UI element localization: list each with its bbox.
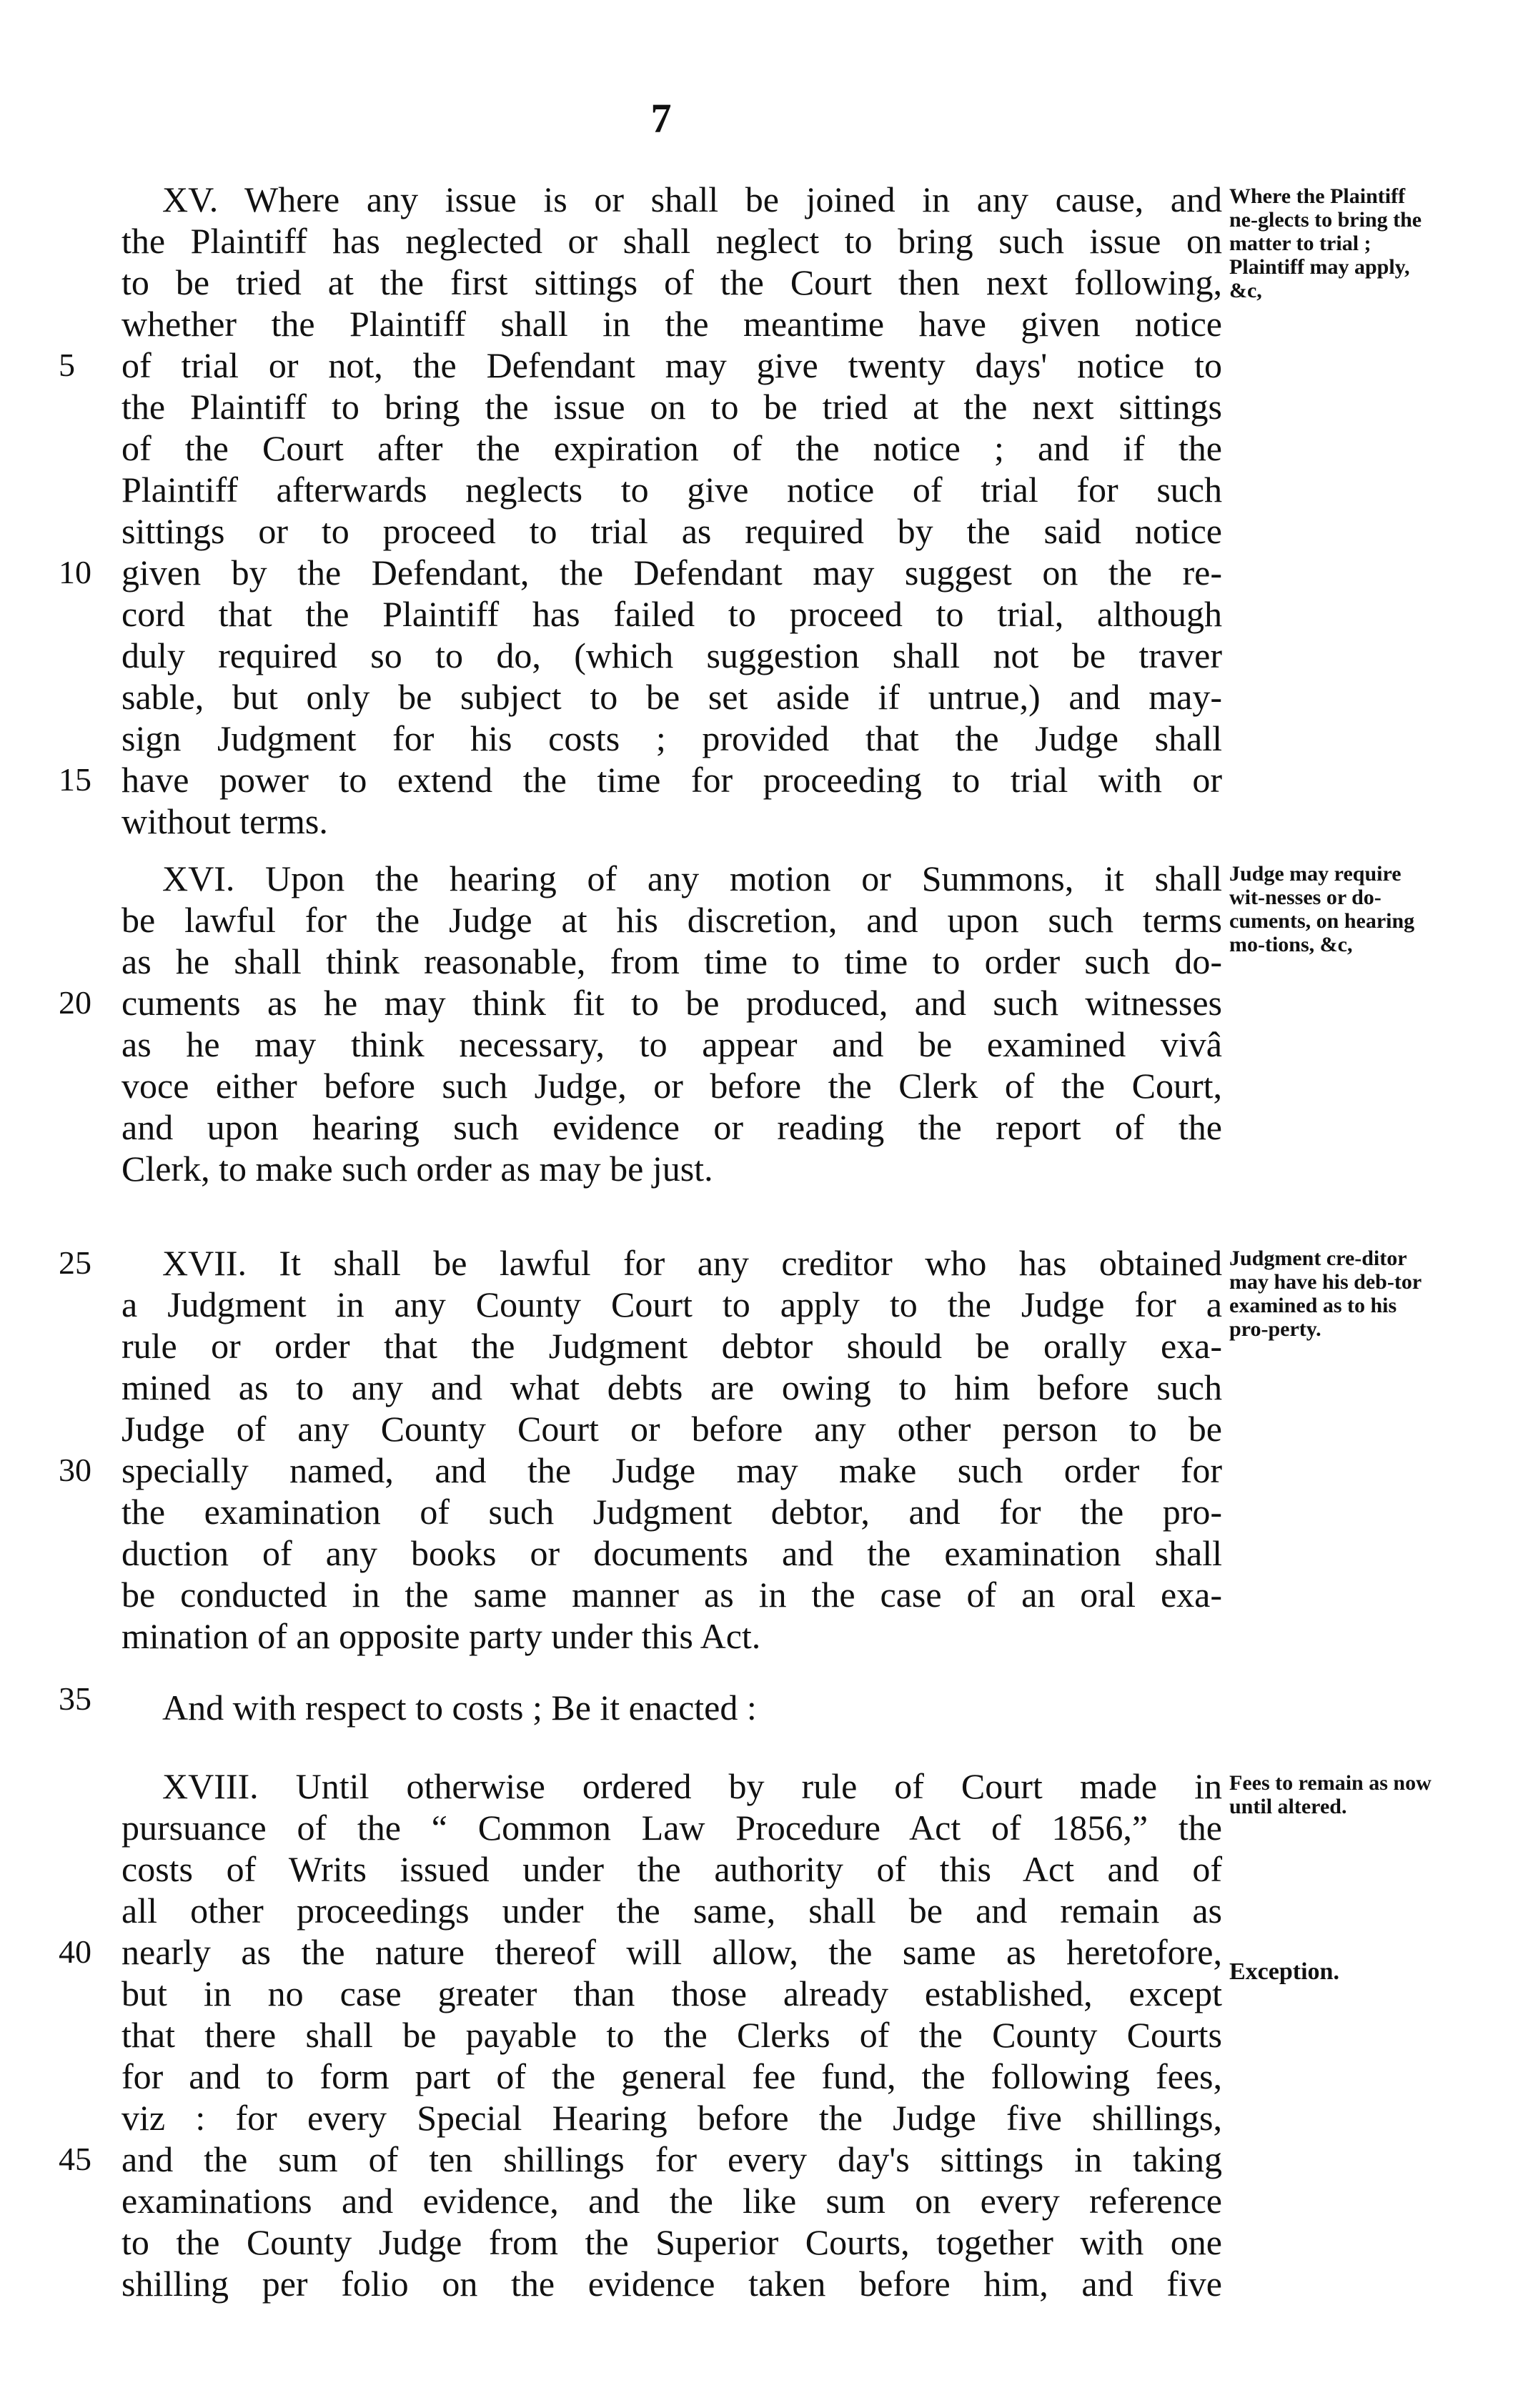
line-number: 30	[59, 1452, 91, 1488]
text-line: to be tried at the first sittings of the Court then next following,	[121, 262, 1222, 302]
text-line: have power to extend the time for proceeding to trial with or	[121, 760, 1222, 800]
text-line: XVII. It shall be lawful for any creditor who has obtained	[162, 1243, 1222, 1283]
text-line: viz : for every Special Hearing before the Judge five shillings,	[121, 2098, 1222, 2138]
text-line: of trial or not, the Defendant may give twenty days' notice to	[121, 345, 1222, 385]
text-line: for and to form part of the general fee fund, the following fees,	[121, 2056, 1222, 2096]
text-line: mination of an opposite party under this Act.	[121, 1616, 761, 1656]
text-line: voce either before such Judge, or before the Clerk of the Court,	[121, 1066, 1222, 1106]
text-line: And with respect to costs ; Be it enacted :	[162, 1688, 757, 1728]
line-number: 10	[59, 554, 91, 590]
text-line: and upon hearing such evidence or reading the report of the	[121, 1107, 1222, 1147]
margin-note-xvii: Judgment cre-ditor may have his deb-tor examined as to his pro-perty.	[1229, 1247, 1422, 1341]
line-number: 45	[59, 2141, 91, 2177]
section-xvii	[121, 1242, 1222, 1657]
text-line: duly required so to do, (which suggestion shall not be traver	[121, 635, 1222, 675]
text-line: Clerk, to make such order as may be just.	[121, 1149, 713, 1189]
line-number: 35	[59, 1680, 91, 1717]
text-line: cord that the Plaintiff has failed to proceed to trial, although	[121, 594, 1222, 634]
line-number: 25	[59, 1244, 91, 1281]
text-line: the Plaintiff to bring the issue on to be tried at the next sittings	[121, 387, 1222, 427]
text-line: the examination of such Judgment debtor, and for the pro-	[121, 1492, 1222, 1532]
text-line: given by the Defendant, the Defendant may suggest on the re-	[121, 553, 1222, 593]
margin-note-xvi: Judge may require wit-nesses or do-cuments, on hearing mo-tions, &c,	[1229, 862, 1415, 956]
text-line: all other proceedings under the same, shall be and remain as	[121, 1891, 1222, 1931]
text-line: specially named, and the Judge may make such order for	[121, 1450, 1222, 1490]
text-line: a Judgment in any County Court to apply to the Judge for a	[121, 1284, 1222, 1324]
text-line: without terms.	[121, 801, 328, 841]
text-line: sable, but only be subject to be set aside if untrue,) and may-	[121, 677, 1222, 717]
text-line: duction of any books or documents and the examination shall	[121, 1533, 1222, 1573]
margin-note-exception: Exception.	[1229, 1958, 1339, 1985]
text-line: nearly as the nature thereof will allow, the same as heretofore,	[121, 1932, 1222, 1972]
line-number: 5	[59, 347, 75, 383]
text-line: mined as to any and what debts are owing to him before such	[121, 1367, 1222, 1407]
section-xviii	[121, 1765, 1222, 2304]
text-line: to the County Judge from the Superior Courts, together with one	[121, 2222, 1222, 2262]
text-line: as he may think necessary, to appear and be examined vivâ	[121, 1024, 1222, 1064]
line-number: 20	[59, 984, 91, 1021]
text-line: sittings or to proceed to trial as required by the said notice	[121, 511, 1222, 551]
text-line: as he shall think reasonable, from time to time to order such do-	[121, 941, 1222, 981]
text-line: Plaintiff afterwards neglects to give notice of trial for such	[121, 470, 1222, 510]
page-number: 7	[650, 95, 672, 142]
text-line: XVIII. Until otherwise ordered by rule of Court made in	[162, 1766, 1222, 1806]
section-xv	[121, 179, 1222, 842]
text-line: of the Court after the expiration of the notice ; and if the	[121, 428, 1222, 468]
text-line: sign Judgment for his costs ; provided that the Judge shall	[121, 718, 1222, 758]
text-line: that there shall be payable to the Clerks of the County Courts	[121, 2015, 1222, 2055]
line-number: 40	[59, 1933, 91, 1970]
text-line: and the sum of ten shillings for every day's sittings in taking	[121, 2139, 1222, 2179]
section-costs	[121, 1687, 1222, 1728]
text-line: XVI. Upon the hearing of any motion or Summons, it shall	[162, 858, 1222, 898]
text-line: rule or order that the Judgment debtor should be orally exa-	[121, 1326, 1222, 1366]
text-line: the Plaintiff has neglected or shall neglect to bring such issue on	[121, 221, 1222, 261]
text-line: pursuance of the “ Common Law Procedure Act of 1856,” the	[121, 1808, 1222, 1848]
text-line: costs of Writs issued under the authority of this Act and of	[121, 1849, 1222, 1889]
text-line: but in no case greater than those already established, except	[121, 1973, 1222, 2013]
text-line: Judge of any County Court or before any other person to be	[121, 1409, 1222, 1449]
section-xvi	[121, 858, 1222, 1189]
text-line: cuments as he may think fit to be produced, and such witnesses	[121, 983, 1222, 1023]
line-number: 15	[59, 761, 91, 798]
margin-note-xv: Where the Plaintiff ne-glects to bring the matter to trial ; Plaintiff may apply, &c,	[1229, 184, 1422, 302]
text-line: be conducted in the same manner as in the case of an oral exa-	[121, 1575, 1222, 1615]
text-line: XV. Where any issue is or shall be joined in any cause, and	[162, 179, 1222, 219]
text-line: examinations and evidence, and the like sum on every reference	[121, 2181, 1222, 2221]
margin-note-xviii: Fees to remain as now until altered.	[1229, 1771, 1432, 1818]
text-line: shilling per folio on the evidence taken before him, and five	[121, 2264, 1222, 2304]
text-line: be lawful for the Judge at his discretion, and upon such terms	[121, 900, 1222, 940]
text-line: whether the Plaintiff shall in the meantime have given notice	[121, 304, 1222, 344]
